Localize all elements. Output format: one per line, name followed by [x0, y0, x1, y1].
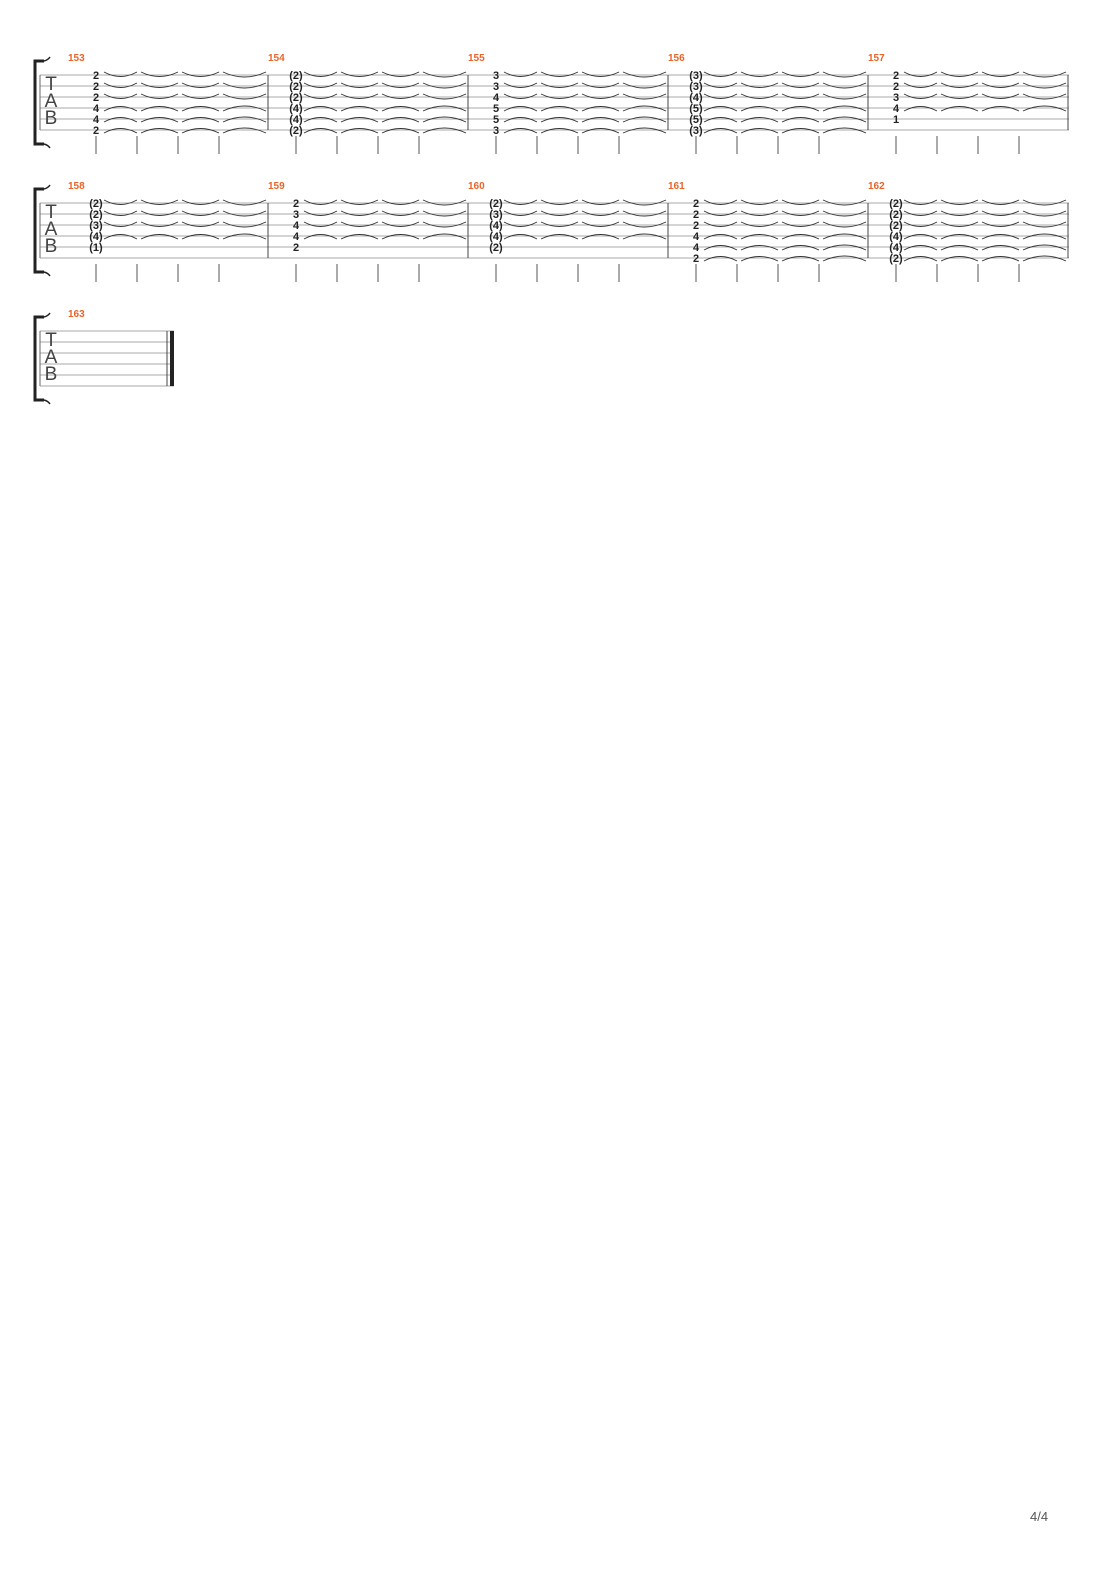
- tie-curve: [541, 94, 578, 99]
- tie-curve: [141, 94, 178, 99]
- tie-curve: [904, 211, 937, 216]
- tie-curve: [341, 72, 378, 77]
- tie-curve: [382, 235, 419, 240]
- fret-number: 3: [492, 125, 500, 137]
- tie-curve: [182, 129, 219, 134]
- tie-curve: [141, 118, 178, 123]
- tie-curve: [382, 107, 419, 112]
- tie-curve: [304, 72, 337, 77]
- tie-curve: [182, 235, 219, 240]
- tie-curve: [541, 83, 578, 88]
- tie-curve: [704, 107, 737, 112]
- fret-number: (2): [489, 198, 503, 210]
- tie-curve: [782, 222, 819, 227]
- tie-curve: [582, 129, 619, 134]
- tie-curve: [104, 94, 137, 99]
- fret-number: 2: [92, 92, 100, 104]
- tie-curve: [782, 129, 819, 134]
- tie-curve: [304, 94, 337, 99]
- tie-curve: [182, 107, 219, 112]
- tab-clef-letter: T: [45, 74, 57, 95]
- bracket-hook-bottom: [44, 272, 50, 276]
- tie-curve: [704, 94, 737, 99]
- tie-curve: [982, 83, 1019, 88]
- bracket-hook-top: [44, 57, 50, 61]
- tie-curve: [982, 222, 1019, 227]
- tie-curve: [704, 200, 737, 205]
- fret-number: (2): [889, 198, 903, 210]
- tie-curve: [504, 72, 537, 77]
- tie-curve: [182, 200, 219, 205]
- tie-curve: [341, 200, 378, 205]
- tie-curve: [304, 200, 337, 205]
- tie-curve: [104, 200, 137, 205]
- tie-curve: [304, 129, 337, 134]
- tab-system-1: [35, 53, 1069, 154]
- tie-curve: [341, 235, 378, 240]
- tie-curve: [982, 257, 1019, 262]
- fret-number: (4): [889, 231, 903, 243]
- tie-curve: [582, 222, 619, 227]
- tie-curve: [541, 118, 578, 123]
- tie-curve: [341, 83, 378, 88]
- tie-curve: [582, 211, 619, 216]
- tie-curve: [782, 118, 819, 123]
- tie-curve: [541, 222, 578, 227]
- fret-number: (2): [89, 209, 103, 221]
- tie-curve: [982, 235, 1019, 240]
- tie-curve: [304, 83, 337, 88]
- tie-curve: [182, 211, 219, 216]
- tie-curve: [504, 118, 537, 123]
- tie-curve: [141, 72, 178, 77]
- final-thick-barline: [170, 331, 174, 386]
- fret-number: (1): [89, 242, 103, 254]
- tie-curve: [941, 211, 978, 216]
- tie-curve: [182, 83, 219, 88]
- tie-curve: [382, 118, 419, 123]
- tie-curve: [741, 246, 778, 251]
- fret-number: 2: [692, 209, 700, 221]
- measure-number: 156: [668, 53, 685, 64]
- fret-number: (3): [689, 125, 703, 137]
- tab-clef-letter: T: [45, 202, 57, 223]
- tie-curve: [504, 222, 537, 227]
- tie-curve: [741, 222, 778, 227]
- fret-number: (3): [489, 209, 503, 221]
- fret-number: 2: [92, 125, 100, 137]
- fret-number: (4): [89, 231, 103, 243]
- tie-curve: [141, 200, 178, 205]
- tab-system-3: [35, 309, 174, 404]
- bracket-hook-top: [44, 185, 50, 189]
- measure-number: 155: [468, 53, 485, 64]
- tie-curve: [582, 83, 619, 88]
- tie-curve: [304, 107, 337, 112]
- tie-curve: [104, 222, 137, 227]
- fret-number: 4: [692, 242, 700, 254]
- tie-curve: [741, 83, 778, 88]
- tie-curve: [304, 235, 337, 240]
- tie-curve: [941, 200, 978, 205]
- tie-curve: [582, 107, 619, 112]
- tie-curve: [904, 222, 937, 227]
- fret-number: 2: [292, 242, 300, 254]
- measure-number: 160: [468, 181, 485, 192]
- fret-number: 4: [292, 220, 300, 232]
- measure-number: 163: [68, 309, 85, 320]
- measure-number: 158: [68, 181, 85, 192]
- tie-curve: [541, 211, 578, 216]
- tie-curve: [704, 129, 737, 134]
- tie-curve: [982, 200, 1019, 205]
- measure-number: 162: [868, 181, 885, 192]
- fret-number: 4: [492, 92, 500, 104]
- fret-number: 2: [892, 81, 900, 93]
- fret-number: (2): [889, 253, 903, 265]
- fret-number: (4): [489, 220, 503, 232]
- tie-curve: [341, 129, 378, 134]
- tie-curve: [941, 246, 978, 251]
- tie-curve: [782, 83, 819, 88]
- tie-curve: [982, 72, 1019, 77]
- measure-number: 157: [868, 53, 885, 64]
- tie-curve: [704, 118, 737, 123]
- tie-curve: [904, 107, 937, 112]
- tie-curve: [504, 211, 537, 216]
- tie-curve: [941, 235, 978, 240]
- tie-curve: [304, 118, 337, 123]
- tie-curve: [904, 235, 937, 240]
- tie-curve: [941, 257, 978, 262]
- tie-curve: [741, 94, 778, 99]
- tie-curve: [141, 107, 178, 112]
- tie-curve: [182, 118, 219, 123]
- tie-curve: [982, 107, 1019, 112]
- tie-curve: [904, 200, 937, 205]
- tie-curve: [104, 83, 137, 88]
- tie-curve: [782, 257, 819, 262]
- bracket-hook-bottom: [44, 400, 50, 404]
- tie-curve: [541, 107, 578, 112]
- tie-curve: [582, 72, 619, 77]
- tie-curve: [341, 222, 378, 227]
- fret-number: (3): [689, 70, 703, 82]
- tie-curve: [941, 83, 978, 88]
- fret-number: 3: [892, 92, 900, 104]
- fret-number: (3): [689, 81, 703, 93]
- tie-curve: [182, 222, 219, 227]
- tie-curve: [904, 83, 937, 88]
- tie-curve: [141, 222, 178, 227]
- measure-number: 153: [68, 53, 85, 64]
- tie-curve: [741, 211, 778, 216]
- tie-curve: [904, 94, 937, 99]
- page-number: 4/4: [1030, 1509, 1049, 1524]
- tie-curve: [104, 211, 137, 216]
- tab-clef-letter: B: [44, 364, 58, 385]
- fret-number: 2: [92, 81, 100, 93]
- tie-curve: [504, 94, 537, 99]
- fret-number: 4: [92, 114, 100, 126]
- fret-number: 4: [92, 103, 100, 115]
- tie-curve: [104, 107, 137, 112]
- tie-curve: [382, 211, 419, 216]
- tie-curve: [904, 257, 937, 262]
- fret-number: 2: [692, 220, 700, 232]
- tie-curve: [504, 83, 537, 88]
- fret-number: (2): [289, 70, 303, 82]
- fret-number: (5): [689, 114, 703, 126]
- fret-number: 2: [692, 198, 700, 210]
- fret-number: 5: [492, 103, 500, 115]
- tab-clef-letter: A: [44, 219, 58, 240]
- fret-number: 2: [92, 70, 100, 82]
- fret-number: 2: [892, 70, 900, 82]
- tie-curve: [704, 211, 737, 216]
- tie-curve: [382, 200, 419, 205]
- fret-number: 2: [692, 253, 700, 265]
- tie-curve: [541, 72, 578, 77]
- tie-curve: [382, 222, 419, 227]
- tie-curve: [941, 222, 978, 227]
- tie-curve: [741, 72, 778, 77]
- tie-curve: [582, 118, 619, 123]
- tie-curve: [982, 94, 1019, 99]
- tie-curve: [304, 211, 337, 216]
- tie-curve: [904, 246, 937, 251]
- tie-curve: [141, 235, 178, 240]
- tie-curve: [741, 107, 778, 112]
- fret-number: (4): [889, 242, 903, 254]
- fret-number: 1: [892, 114, 900, 126]
- tab-clef-letter: B: [44, 108, 58, 129]
- tie-curve: [104, 129, 137, 134]
- fret-number: (2): [289, 92, 303, 104]
- tie-curve: [341, 211, 378, 216]
- fret-number: (4): [289, 114, 303, 126]
- tie-curve: [504, 200, 537, 205]
- fret-number: (4): [489, 231, 503, 243]
- tie-curve: [704, 235, 737, 240]
- tab-clef-letter: A: [44, 347, 58, 368]
- measure-number: 154: [268, 53, 285, 64]
- bracket-hook-bottom: [44, 144, 50, 148]
- tie-curve: [341, 107, 378, 112]
- fret-number: 4: [292, 231, 300, 243]
- tie-curve: [741, 235, 778, 240]
- tie-curve: [582, 94, 619, 99]
- tie-curve: [104, 235, 137, 240]
- fret-number: 3: [492, 81, 500, 93]
- fret-number: (2): [889, 220, 903, 232]
- tie-curve: [782, 94, 819, 99]
- tie-curve: [982, 211, 1019, 216]
- tie-curve: [782, 200, 819, 205]
- tie-curve: [741, 257, 778, 262]
- tab-system-2: [35, 181, 1069, 282]
- tie-curve: [741, 129, 778, 134]
- tie-curve: [541, 129, 578, 134]
- tie-curve: [704, 257, 737, 262]
- fret-number: (3): [89, 220, 103, 232]
- tab-clef-letter: B: [44, 236, 58, 257]
- tie-curve: [782, 72, 819, 77]
- fret-number: (2): [289, 125, 303, 137]
- fret-number: (4): [689, 92, 703, 104]
- tab-clef-letter: T: [45, 330, 57, 351]
- fret-number: 3: [292, 209, 300, 221]
- tie-curve: [141, 83, 178, 88]
- tie-curve: [341, 94, 378, 99]
- tie-curve: [304, 222, 337, 227]
- fret-number: (2): [889, 209, 903, 221]
- tie-curve: [382, 83, 419, 88]
- tie-curve: [941, 107, 978, 112]
- tie-curve: [504, 129, 537, 134]
- tie-curve: [782, 211, 819, 216]
- tie-curve: [141, 129, 178, 134]
- tie-curve: [541, 200, 578, 205]
- tie-curve: [341, 118, 378, 123]
- tie-curve: [104, 118, 137, 123]
- tie-curve: [704, 246, 737, 251]
- tie-curve: [704, 83, 737, 88]
- tie-curve: [141, 211, 178, 216]
- tie-curve: [782, 246, 819, 251]
- fret-number: 5: [492, 114, 500, 126]
- tie-curve: [782, 107, 819, 112]
- tab-clef-letter: A: [44, 91, 58, 112]
- tie-curve: [941, 94, 978, 99]
- tie-curve: [104, 72, 137, 77]
- tie-curve: [982, 246, 1019, 251]
- tie-curve: [541, 235, 578, 240]
- measure-number: 161: [668, 181, 685, 192]
- measure-number: 159: [268, 181, 285, 192]
- tie-curve: [704, 72, 737, 77]
- tie-curve: [741, 118, 778, 123]
- tie-curve: [382, 94, 419, 99]
- tie-curve: [704, 222, 737, 227]
- tie-curve: [582, 200, 619, 205]
- fret-number: 2: [292, 198, 300, 210]
- bracket-hook-top: [44, 313, 50, 317]
- fret-number: (2): [89, 198, 103, 210]
- tie-curve: [382, 72, 419, 77]
- fret-number: (2): [289, 81, 303, 93]
- tie-curve: [582, 235, 619, 240]
- fret-number: 4: [892, 103, 900, 115]
- fret-number: (4): [289, 103, 303, 115]
- fret-number: 4: [692, 231, 700, 243]
- tie-curve: [504, 235, 537, 240]
- tie-curve: [941, 72, 978, 77]
- fret-number: (2): [489, 242, 503, 254]
- tie-curve: [182, 72, 219, 77]
- tie-curve: [504, 107, 537, 112]
- tie-curve: [904, 72, 937, 77]
- tie-curve: [741, 200, 778, 205]
- fret-number: 3: [492, 70, 500, 82]
- tie-curve: [782, 235, 819, 240]
- fret-number: (5): [689, 103, 703, 115]
- tie-curve: [382, 129, 419, 134]
- tie-curve: [182, 94, 219, 99]
